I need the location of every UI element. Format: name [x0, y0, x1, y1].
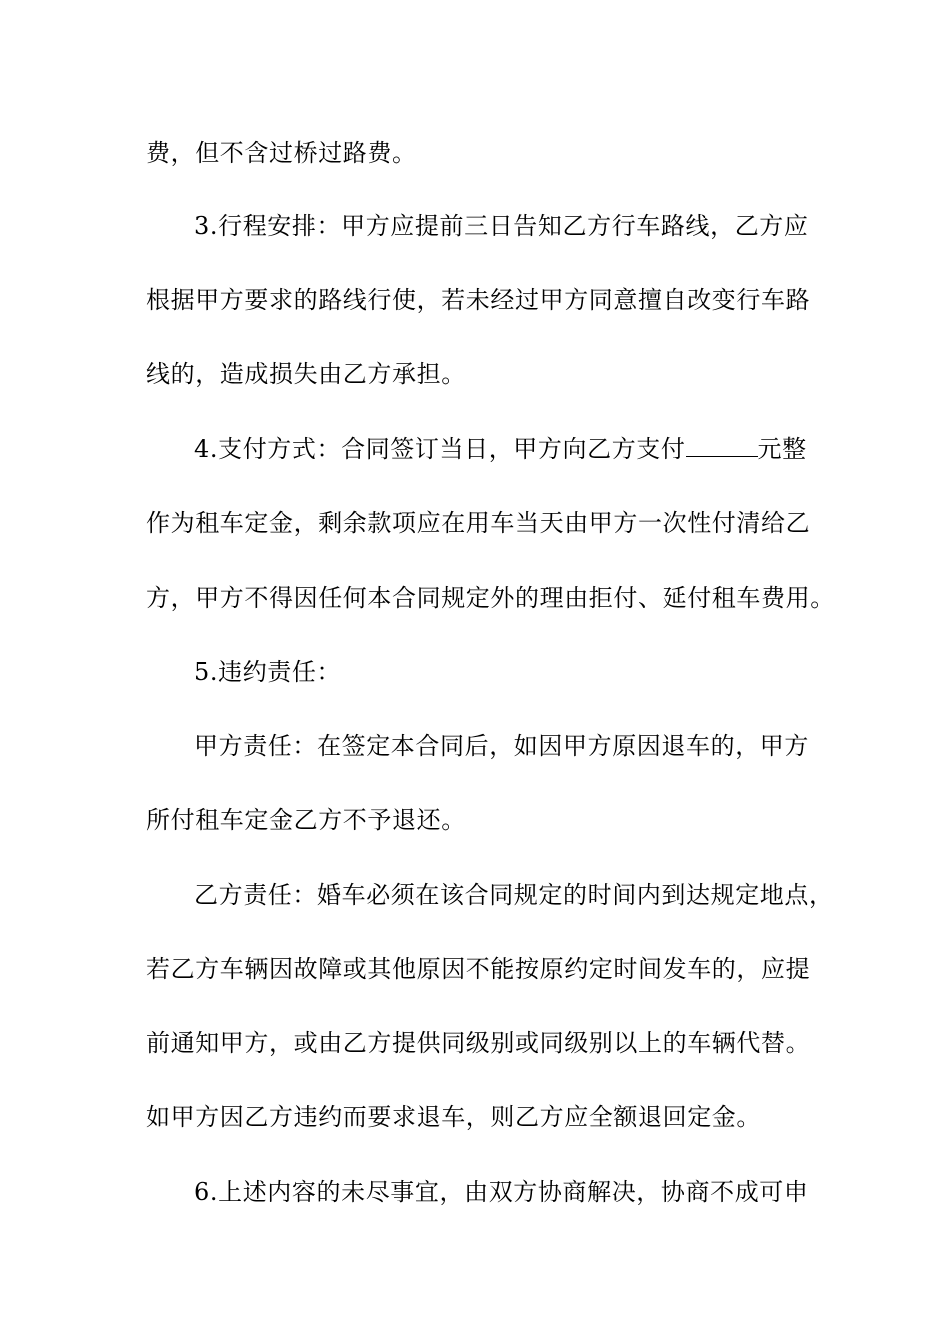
clause-4-line-2: 作为租车定金，剩余款项应在用车当天由甲方一次性付清给乙 [146, 509, 811, 537]
party-b-liability-line-4: 如甲方因乙方违约而要求退车，则乙方应全额退回定金。 [146, 1103, 761, 1131]
clause-3-line-2: 根据甲方要求的路线行使，若未经过甲方同意擅自改变行车路 [146, 286, 811, 314]
clause-6-line-1: 6.上述内容的未尽事宜，由双方协商解决，协商不成可申 [194, 1178, 809, 1206]
amount-blank [686, 434, 758, 457]
clause-3-line-1: 3.行程安排：甲方应提前三日告知乙方行车路线，乙方应 [194, 212, 809, 240]
text-line-1: 费，但不含过桥过路费。 [146, 139, 417, 167]
clause-3-line-3: 线的，造成损失由乙方承担。 [146, 360, 466, 388]
clause-5-heading: 5.违约责任： [194, 658, 342, 686]
party-a-liability-line-2: 所付租车定金乙方不予退还。 [146, 806, 466, 834]
party-b-liability-line-1: 乙方责任：婚车必须在该合同规定的时间内到达规定地点， [194, 881, 834, 909]
clause-4-line-1 [194, 433, 816, 465]
clause-4-text-after-blank: 元整 [757, 435, 807, 463]
party-b-liability-line-2: 若乙方车辆因故障或其他原因不能按原约定时间发车的，应提 [146, 955, 811, 983]
party-a-liability-line-1: 甲方责任：在签定本合同后，如因甲方原因退车的，甲方 [194, 732, 809, 760]
clause-4-text-before-blank: 4.支付方式：合同签订当日，甲方向乙方支付 [194, 435, 686, 463]
party-b-liability-line-3: 前通知甲方，或由乙方提供同级别或同级别以上的车辆代替。 [146, 1029, 811, 1057]
clause-4-line-3: 方，甲方不得因任何本合同规定外的理由拒付、延付租车费用。 [146, 584, 835, 612]
